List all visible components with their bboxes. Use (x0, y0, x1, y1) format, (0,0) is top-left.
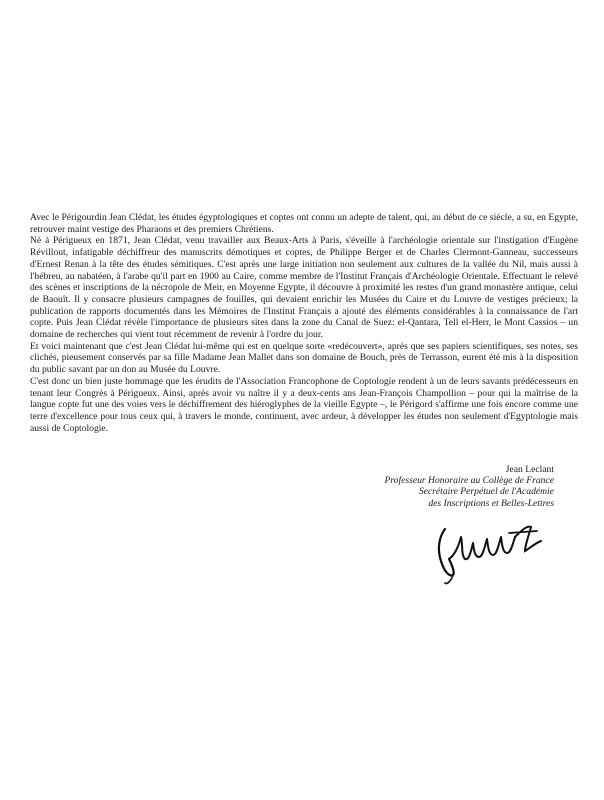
body-text (30, 212, 578, 434)
author-title-1: Professeur Honoraire au Collège de France (384, 475, 554, 487)
author-title-2: Secrétaire Perpétuel de l'Académie (418, 486, 554, 498)
author-name: Jean Leclant (505, 464, 554, 475)
author-block (314, 464, 554, 509)
author-title-3: des Inscriptions et Belles-Lettres (428, 497, 554, 509)
handwritten-signature (425, 515, 555, 587)
paragraph-rediscovery: Et voici maintenant que c'est Jean Clédat lui-même qui est en quelque sorte «redécouvert», après que ses papiers scientifiques, ses notes, ses clichés, pieusement conservés par sa fille Madame Jean Mallet dans son domaine de Bouch, près de Terrasson, eurent été mis à la disposition du public savant par un don au Musée du Louvre. (30, 340, 578, 376)
paragraph-intro: Avec le Périgourdin Jean Clédat, les études égyptologiques et coptes ont connu un adepte de talent, qui, au début de ce siécle, a su, en Egypte, retrouver maint vestige des Pharaons et des premiers Chrétiens. (30, 212, 578, 235)
paragraph-biography: Né à Périgueux en 1871, Jean Clédat, venu travailler aux Beaux-Arts à Paris, s'éveille à l'archéologie orientale sur l'instigation d'Eugène Révillout, infatigable déchiffreur des manuscrits démotiques et coptes, de Philippe Berger et de Charles Clermont-Ganneau, successeurs d'Ernest Renan à la tête des études sémitiques. C'est après une large initiation non seulement aux cultures de la vallée du Nil, mais aussi à l'hébreu, au nabatéen, à l'arabe qu'il part en 1900 au Caire, comme membre de l'Institut Français d'Archéologie Orientale. Effectuant le relevé des scènes et inscriptions de la nécropole de Meir, en Moyenne Egypte, il découvre à proximité les restes d'un grand monastère antique, celui de Baouît. Il y consacre plusieurs campagnes de fouilles, qui devaient enrichir les Musées du Caire et du Louvre de vestiges précieux; la publication de rapports documentés dans les Mémoires de l'Institut Français a ajouté des éléments considérables à la connaissance de l'art copte. Puis Jean Clédat révèle l'importance de plusieurs sites dans la zone du Canal de Suez: el-Qantara, Tell el-Herr, le Mont Cassios – un domaine de recherches qui vient tout récemment de revenir à l'ordre du jour. (30, 235, 578, 341)
paragraph-homage: C'est donc un bien juste hommage que les érudits de l'Association Francophone de Coptologie rendent à un de leurs savants prédécesseurs en tenant leur Congrès à Périgueux. Ainsi, après avoir vu naître il y a deux-cents ans Jean-François Champollion – pour qui la maîtrise de la langue copte fut une des voies vers le déchiffrement des hiéroglyphes de la vieille Egypte –, le Périgord s'affirme une fois encore comme une terre d'excellence pour tous ceux qui, à travers le monde, continuent, avec ardeur, à développer les études non seulement d'Egyptologie mais aussi de Coptologie. (30, 375, 578, 434)
